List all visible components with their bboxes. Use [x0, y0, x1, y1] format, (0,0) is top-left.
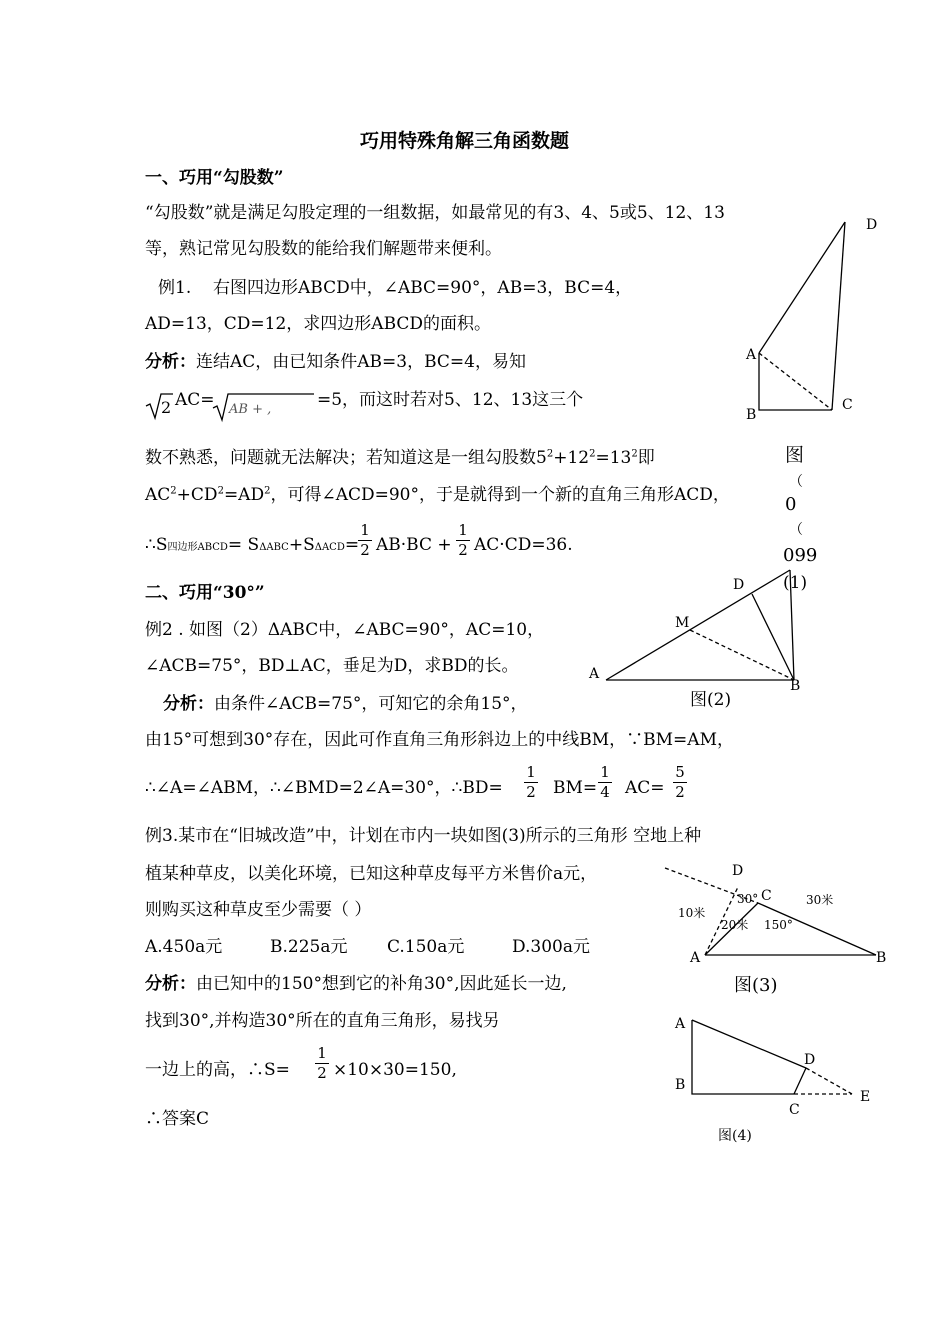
frac-num: 1 — [315, 1046, 329, 1064]
s2-result-a: ∴∠A=∠ABM，∴∠BMD=2∠A=30°，∴BD= — [145, 778, 503, 798]
pyth-b: +12 — [553, 448, 590, 468]
fig3-label-b: B — [876, 950, 887, 966]
frac-den: 2 — [317, 1064, 327, 1082]
fig3-len30: 30米 — [806, 893, 834, 907]
frac-den: 2 — [360, 541, 370, 559]
s3-area-suffix: ×10×30=150, — [333, 1060, 457, 1080]
page-title: 巧用特殊角解三角函数题 — [360, 130, 570, 152]
frac-num: 1 — [598, 765, 612, 783]
frac-num: 1 — [456, 523, 470, 541]
area-eq: = S — [227, 535, 260, 555]
frac-num: 1 — [524, 765, 538, 783]
fig2-caption: 图(2) — [690, 690, 732, 710]
fig1-caption-2: （ — [789, 474, 803, 490]
accd-sup2: 2 — [217, 485, 224, 497]
frac-den: 4 — [600, 783, 610, 801]
accd-c: =AD — [223, 485, 265, 505]
pyth-d: 即 — [637, 448, 655, 468]
area-sub3: ΔACD — [314, 542, 345, 553]
accd-sup1: 2 — [170, 485, 177, 497]
example1-line1: 右图四边形ABCD中，∠ABC=90°，AB=3，BC=4， — [213, 278, 633, 298]
example1-label: 例1. — [158, 278, 192, 298]
fig4-dc — [794, 1068, 806, 1094]
fig2-label-b: B — [790, 678, 801, 694]
accd-d: ，可得∠ACD=90°，于是就得到一个新的直角三角形ACD， — [270, 485, 730, 505]
fig3-len20: 20米 — [721, 918, 749, 932]
frac-num: 1 — [358, 523, 372, 541]
fig2-label-d: D — [733, 577, 745, 593]
fig2-label-m: M — [675, 615, 690, 631]
s2-result-c: AC= — [625, 778, 665, 798]
fig3-label-a: A — [690, 950, 701, 966]
frac-den: 2 — [526, 783, 536, 801]
s3-analysis-line2: 找到30°,并构造30°所在的直角三角形，易找另 — [145, 1011, 500, 1031]
s3-area-prefix: 一边上的高，∴S= — [145, 1060, 290, 1080]
s1-intro-line2: 等，熟记常见勾股数的能给我们解题带来便利。 — [145, 239, 502, 259]
fig3-label-d: D — [732, 863, 744, 879]
area-sub1: 四边形ABCD — [167, 542, 228, 553]
fig1-label-d: D — [866, 217, 878, 233]
fig1-caption-1: 图 — [785, 444, 805, 466]
sqrt-two: 2 — [161, 398, 172, 417]
section2-heading: 二、巧用“30°” — [145, 583, 265, 603]
pyth-sup3: 2 — [631, 448, 638, 460]
s1-analysis-text: 连结AC，由已知条件AB=3，BC=4，易知 — [196, 352, 526, 372]
pyth-a: 数不熟悉，问题就无法解决；若知道这是一组勾股数5 — [145, 448, 547, 468]
sqrt-content: AB + , — [229, 402, 272, 417]
example2-line2: ∠ACB=75°，BD⊥AC，垂足为D，求BD的长。 — [145, 656, 519, 676]
example1-line2: AD=13，CD=12，求四边形ABCD的面积。 — [145, 314, 492, 334]
fig3-caption: 图(3) — [734, 975, 778, 996]
fig4-ad — [692, 1020, 806, 1068]
fig1-label-c: C — [842, 397, 853, 413]
fig4-caption: 图(4) — [718, 1128, 752, 1144]
s3-analysis-text: 由已知中的150°想到它的补角30°,因此延长一边, — [196, 974, 567, 994]
option-b: B.225a元 — [270, 937, 348, 957]
frac-den: 2 — [458, 541, 468, 559]
fig4-de — [806, 1068, 852, 1094]
accd-a: AC — [145, 485, 171, 505]
s1-intro-line1: “勾股数”就是满足勾股定理的一组数据，如最常见的有3、4、5或5、12、13 — [145, 203, 725, 223]
area-prefix: ∴S — [145, 535, 168, 555]
option-a: A.450a元 — [145, 937, 223, 957]
ac-prefix: AC= — [175, 390, 215, 410]
accd-sup3: 2 — [264, 485, 271, 497]
example3-line2: 植某种草皮，以美化环境，已知这种草皮每平方米售价a元， — [145, 864, 598, 884]
option-c: C.150a元 — [387, 937, 465, 957]
example3-line3: 则购买这种草皮至少需要（ ） — [145, 900, 372, 920]
frac-den: 2 — [675, 783, 685, 801]
area-eq2: = — [344, 535, 360, 555]
fig4-label-c: C — [789, 1102, 800, 1118]
s3-analysis-label: 分析： — [145, 974, 196, 994]
section1-heading: 一、巧用“勾股数” — [145, 168, 284, 188]
area-end: AC·CD=36. — [474, 535, 573, 555]
fig2-label-a: A — [589, 666, 600, 682]
frac-num: 5 — [673, 765, 687, 783]
pyth-sup1: 2 — [546, 448, 554, 460]
s2-analysis-label: 分析： — [163, 694, 214, 714]
area-sub2: ΔABC — [259, 542, 289, 553]
pyth-c: =13 — [595, 448, 632, 468]
fig3-len10: 10米 — [678, 906, 706, 920]
fig1-caption-5: 099 — [783, 545, 818, 566]
fig1-label-a: A — [746, 347, 757, 363]
ac-suffix: =5，而这时若对5、12、13这三个 — [317, 390, 584, 410]
fig4-label-d: D — [804, 1052, 816, 1068]
example3-line1: 例3.某市在“旧城改造”中，计划在市内一块如图(3)所示的三角形 空地上种 — [145, 826, 702, 846]
s2-analysis-line2: 由15°可想到30°存在，因此可作直角三角形斜边上的中线BM，∵BM=AM， — [145, 730, 734, 750]
example2-line1: 例2 . 如图（2）ΔABC中，∠ABC=90°，AC=10， — [145, 620, 545, 640]
option-d: D.300a元 — [512, 937, 591, 957]
fig3-angle30: 30° — [737, 892, 759, 906]
s2-analysis-text: 由条件∠ACB=75°，可知它的余角15°， — [214, 694, 528, 714]
fig1-caption-6: (1) — [783, 573, 808, 593]
area-plus: +S — [288, 535, 315, 555]
fig4-label-e: E — [860, 1089, 871, 1105]
fig3-label-c: C — [761, 888, 772, 904]
accd-b: +CD — [176, 485, 218, 505]
fig1-label-b: B — [746, 407, 757, 423]
fig1-caption-4: （ — [789, 522, 803, 538]
s3-answer: ∴答案C — [145, 1109, 210, 1129]
area-mid: AB·BC + — [376, 535, 452, 555]
s1-analysis-label: 分析： — [145, 352, 196, 372]
fig3-angle150: 150° — [764, 918, 793, 932]
pyth-sup2: 2 — [589, 448, 596, 460]
fig4-label-b: B — [675, 1077, 686, 1093]
s2-result-b: BM= — [553, 778, 598, 798]
fig1-caption-3: 0 — [785, 494, 797, 515]
fig4-label-a: A — [675, 1016, 686, 1032]
